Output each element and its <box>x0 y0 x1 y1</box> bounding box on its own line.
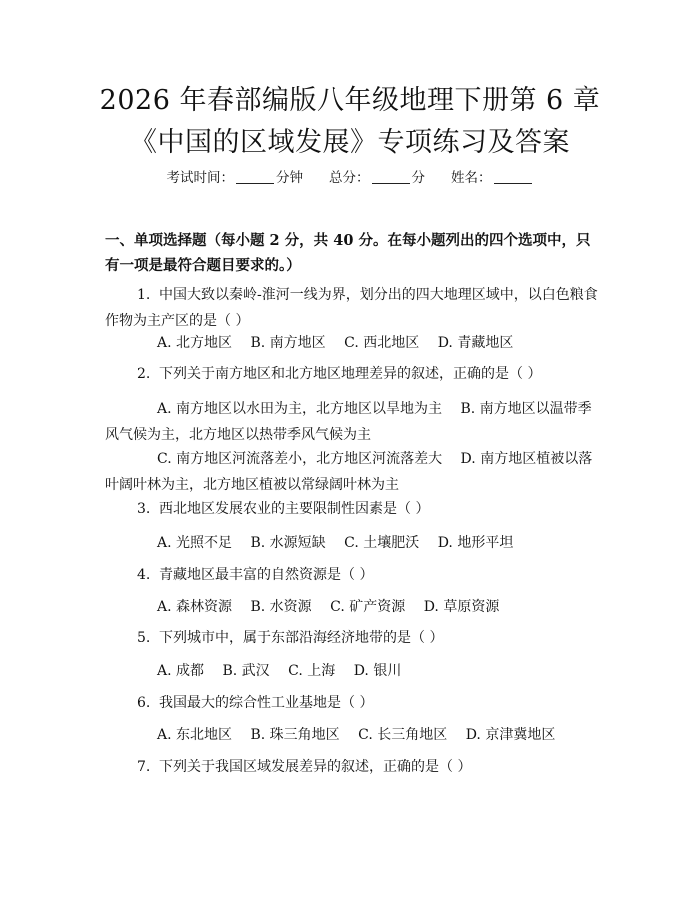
options-a-b: A. 南方地区以水田为主，北方地区以旱地为主 B. 南方地区以温带季风气候为主，北方地区以热带季风气候为主 <box>105 401 592 443</box>
question-4 <box>105 562 601 588</box>
option-c: C. 上海 <box>288 663 336 679</box>
question-number: 6. <box>137 695 151 711</box>
time-blank <box>236 169 274 184</box>
section-heading: 一、单项选择题（每小题 2 分，共 40 分。在每小题列出的四个选项中，只有一项是最符合题目要求的。） <box>105 232 591 274</box>
question-text: 青藏地区最丰富的自然资源是（ ） <box>159 567 374 583</box>
question-number: 4. <box>137 567 151 583</box>
question-4-options <box>157 594 601 620</box>
page-title: 2026 年春部编版八年级地理下册第 6 章《中国的区域发展》专项练习及答案 <box>99 85 601 158</box>
question-text: 下列关于南方地区和北方地区地理差异的叙述，正确的是（ ） <box>159 366 542 382</box>
score-blank <box>372 169 410 184</box>
question-2-options-ab <box>105 396 601 448</box>
name-blank <box>494 169 532 184</box>
option-a: A. 成都 <box>157 663 205 679</box>
option-d: D. 草原资源 <box>423 599 500 615</box>
score-unit: 分 <box>411 170 425 186</box>
option-c: C. 西北地区 <box>344 335 420 351</box>
option-a: A. 光照不足 <box>157 535 233 551</box>
question-7 <box>105 754 601 780</box>
option-d: D. 青藏地区 <box>437 335 514 351</box>
question-6-options <box>157 722 601 748</box>
question-1 <box>105 282 601 334</box>
question-number: 5. <box>137 630 151 646</box>
question-text: 下列关于我国区域发展差异的叙述，正确的是（ ） <box>159 759 472 775</box>
question-text: 中国大致以秦岭-淮河一线为界，划分出的四大地理区域中，以白色粮食作物为主产区的是（ ） <box>105 287 598 329</box>
option-b: B. 珠三角地区 <box>250 727 340 743</box>
options-c-d: C. 南方地区河流落差小，北方地区河流落差大 D. 南方地区植被以落叶阔叶林为主，北方地区植被以常绿阔叶林为主 <box>105 451 593 493</box>
time-unit: 分钟 <box>276 170 303 186</box>
time-label: 考试时间： <box>166 170 234 186</box>
question-1-options <box>157 330 601 356</box>
question-5-options <box>157 658 601 684</box>
option-b: B. 水源短缺 <box>250 535 326 551</box>
option-c: C. 矿产资源 <box>330 599 406 615</box>
question-3 <box>105 496 601 522</box>
exam-meta <box>0 168 700 188</box>
score-label: 总分： <box>329 170 370 186</box>
option-d: D. 银川 <box>353 663 402 679</box>
question-text: 西北地区发展农业的主要限制性因素是（ ） <box>159 501 430 517</box>
option-b: B. 武汉 <box>222 663 270 679</box>
question-number: 1. <box>137 287 151 303</box>
option-a: A. 东北地区 <box>157 727 233 743</box>
option-b: B. 水资源 <box>250 599 312 615</box>
question-3-options <box>157 530 601 556</box>
question-text: 下列城市中，属于东部沿海经济地带的是（ ） <box>159 630 444 646</box>
question-number: 2. <box>137 366 151 382</box>
option-b: B. 南方地区 <box>250 335 326 351</box>
option-d: D. 京津冀地区 <box>465 727 556 743</box>
option-d: D. 地形平坦 <box>437 535 514 551</box>
option-a: A. 北方地区 <box>157 335 233 351</box>
question-number: 3. <box>137 501 151 517</box>
option-a: A. 森林资源 <box>157 599 233 615</box>
name-label: 姓名： <box>451 170 492 186</box>
question-5 <box>105 625 601 651</box>
question-text: 我国最大的综合性工业基地是（ ） <box>159 695 374 711</box>
question-2-options-cd <box>105 446 601 498</box>
question-2 <box>105 361 601 387</box>
option-c: C. 土壤肥沃 <box>344 535 420 551</box>
option-c: C. 长三角地区 <box>358 727 448 743</box>
question-6 <box>105 690 601 716</box>
question-number: 7. <box>137 759 151 775</box>
